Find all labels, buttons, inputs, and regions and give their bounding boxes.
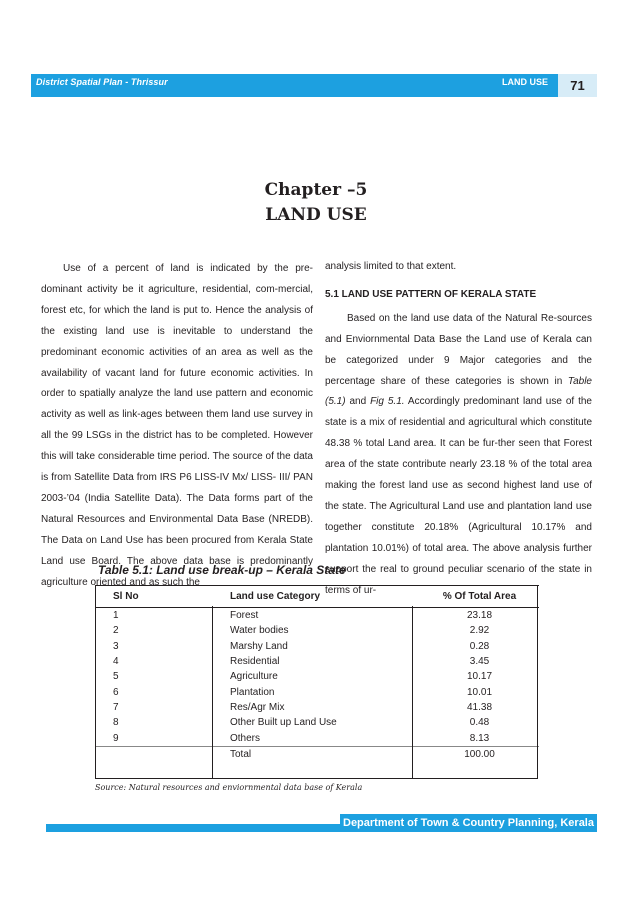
intro-paragraph: Use of a percent of land is indicated by the pre-dominant activity be it agriculture, residential, com-mercial, forest etc, for which the land is put to. Hence the analysis of the existing land use is inevitable to understand the predominant economic activities of an area as well as the availability of vacant land for future economic activities. In order to spatially analyze the land use pattern and economic activity as well as link-ages between them land use survey in all the 99 LSGs in the district has to be completed. However this will take considerable time period. The source of the data is from Satellite Data from IRS P6 LISS-IV Mx/ LISS- III/ PAN 2003-’04 (India Satellite Data). The Data forms part of the Natural Resources and Environmental Data Base (NREDB). The Data on Land Use has been procured from Kerala State Land use Board. The above data base is predominantly agriculture oriented and as such the [41, 263, 313, 588]
figure-reference-link: Fig 5.1. [370, 396, 405, 408]
table-source-note: Source: Natural resources and enviornmental data base of Kerala [95, 783, 363, 792]
table-row [95, 608, 539, 624]
table-row [95, 654, 539, 669]
header-document-title: District Spatial Plan - Thrissur [36, 77, 168, 87]
table-row [95, 715, 539, 730]
header-category: Land use Category [230, 586, 420, 608]
table-row [95, 639, 539, 654]
table-column-divider [212, 606, 213, 779]
cell-percent: 23.18 [466, 610, 493, 622]
table-row [95, 623, 539, 638]
cell-category: Forest [230, 610, 259, 622]
section-text-a: Based on the land use data of the Natural Re-sources and Enviornmental Data Base the Land use of Kerala can be categorized under 9 Major categories and the percentage share of these categories is shown in [325, 312, 592, 387]
cell-category: Others [230, 732, 261, 744]
left-column [41, 259, 313, 594]
cell-category: Water bodies [230, 625, 289, 637]
cell-category: Residential [230, 656, 280, 668]
cell-sl-no: 2 [113, 625, 119, 637]
footer-department-name: Department of Town & Country Planning, Kerala [340, 814, 597, 832]
cell-sl-no: 1 [113, 610, 119, 622]
table-reference-link: Table (5.1) [325, 375, 592, 408]
cell-category: Other Built up Land Use [230, 717, 337, 729]
table-column-divider [412, 606, 413, 779]
chapter-number: Chapter –5 [264, 180, 368, 200]
cell-sl-no: 5 [113, 671, 119, 683]
cell-sl-no [95, 746, 230, 762]
cell-sl-no: 8 [113, 717, 119, 729]
continuation-line: analysis limited to that extent. [325, 261, 457, 272]
page-number: 71 [558, 74, 597, 97]
cell-percent: 0.28 [469, 640, 490, 652]
cell-category: Marshy Land [230, 640, 288, 652]
table-row [95, 700, 539, 715]
land-use-table [95, 585, 539, 762]
cell-sl-no: 4 [113, 656, 119, 668]
cell-percent: 41.38 [466, 701, 493, 713]
cell-sl-no: 7 [113, 701, 119, 713]
cell-sl-no: 6 [113, 686, 119, 698]
cell-percent: 3.45 [469, 656, 490, 668]
table-title: Table 5.1: Land use break-up – Kerala State [98, 563, 346, 577]
cell-category: Total [230, 746, 420, 762]
header-section-title: LAND USE [501, 77, 548, 87]
table-header-row [95, 586, 539, 608]
table-row [95, 684, 539, 699]
and-word: and [345, 396, 371, 408]
header-percent: % Of Total Area [420, 586, 539, 608]
cell-percent: 0.48 [469, 717, 490, 729]
cell-percent: 10.01 [466, 686, 493, 698]
section-paragraph [325, 309, 592, 602]
table-row [95, 730, 539, 746]
cell-category: Plantation [230, 686, 275, 698]
table-row [95, 669, 539, 684]
cell-sl-no: 9 [113, 732, 119, 744]
right-column [325, 257, 592, 602]
cell-percent: 100.00 [420, 746, 539, 762]
section-heading: 5.1 LAND USE PATTERN OF KERALA STATE [325, 288, 537, 300]
chapter-title: LAND USE [265, 205, 367, 225]
header-sl-no: Sl No [95, 586, 230, 608]
cell-category: Res/Agr Mix [230, 701, 285, 713]
cell-percent: 2.92 [469, 625, 490, 637]
cell-percent: 8.13 [469, 732, 490, 744]
cell-percent: 10.17 [466, 671, 493, 683]
table-total-row [95, 746, 539, 762]
cell-category: Agriculture [230, 671, 278, 683]
cell-sl-no: 3 [113, 640, 119, 652]
section-text-b: Accordingly predominant land use of the state is a mix of residential and agricultural which constitute 48.38 % total Land area. It can be fur-ther seen that Forest area of the state contribute nearly 23.18 % of the total area making the forest land use as second highest land use of the state. The Agricultural Land use and plantation land use together constitute 20.18% (Agricultural 10.17% and plantation 10.01%) of total area. The above analysis further support the real to ground peculiar scenario of the state in terms of ur- [325, 396, 592, 596]
